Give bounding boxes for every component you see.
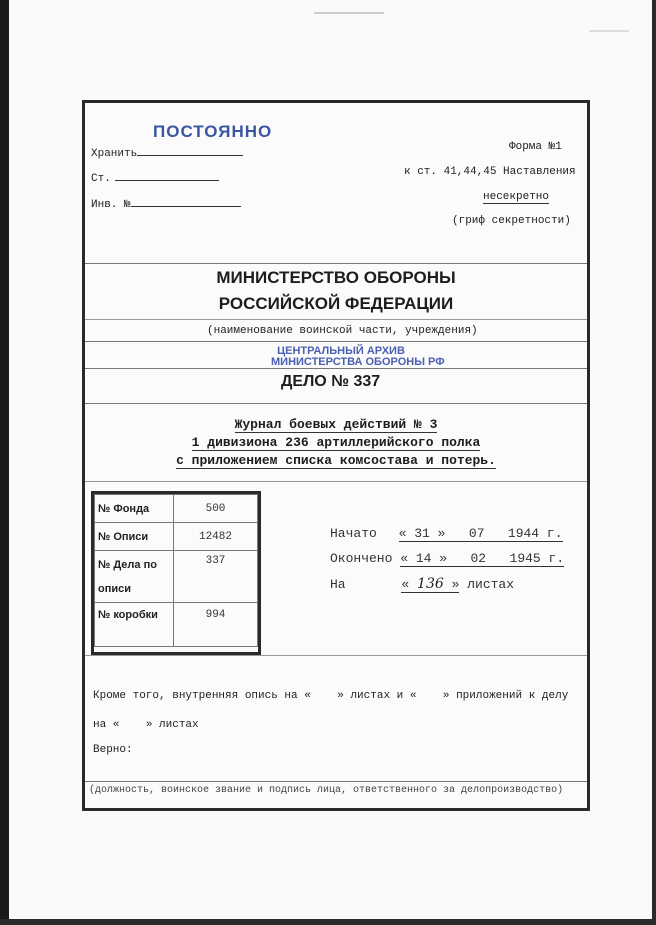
st-line bbox=[115, 170, 219, 181]
end-month: 02 bbox=[470, 551, 487, 566]
inventory-note bbox=[93, 690, 568, 702]
scan-edge-bottom bbox=[0, 919, 656, 925]
end-day: 14 bbox=[415, 551, 432, 566]
archive-info-table bbox=[91, 491, 261, 655]
case-title bbox=[85, 416, 587, 470]
case-label: ДЕЛО № bbox=[281, 373, 350, 390]
table-row bbox=[95, 495, 258, 523]
inv-field bbox=[91, 196, 241, 211]
fond-label: № Фонда bbox=[95, 495, 174, 523]
quote-open: « bbox=[400, 551, 409, 566]
inventory-sheets-b: » листах bbox=[145, 719, 199, 731]
inventory-note-a: Кроме того, внутренняя опись на « bbox=[93, 690, 311, 702]
inventory-note-c: » приложений к делу bbox=[442, 690, 569, 702]
ministry-line1: МИНИСТЕРСТВО ОБОРОНЫ bbox=[216, 268, 456, 287]
table-row bbox=[95, 603, 258, 647]
divider bbox=[85, 368, 587, 369]
archive-stamp-line1: ЦЕНТРАЛЬНЫЙ АРХИВ bbox=[277, 345, 405, 357]
khranit-field bbox=[91, 145, 243, 160]
title-line: Журнал боевых действий № 3 bbox=[234, 417, 438, 432]
scan-edge-right bbox=[652, 0, 656, 925]
quote-open: « bbox=[401, 577, 410, 592]
table-row bbox=[95, 523, 258, 551]
box-label: № коробки bbox=[95, 603, 174, 647]
quote-close: » bbox=[437, 526, 446, 541]
faint-marks-right bbox=[589, 20, 629, 32]
sheets-label: На bbox=[330, 577, 346, 592]
title-line: с приложением списка комсостава и потерь. bbox=[176, 453, 496, 468]
divider bbox=[85, 263, 587, 264]
start-date-row bbox=[330, 526, 563, 542]
quote-close: » bbox=[439, 551, 448, 566]
divider bbox=[85, 403, 587, 404]
inv-label: Инв. № bbox=[91, 199, 131, 211]
divider bbox=[85, 481, 587, 482]
inventory-sheets-note bbox=[93, 719, 199, 731]
st-label: Ст. bbox=[91, 173, 111, 185]
secrecy-label: несекретно bbox=[483, 191, 550, 203]
table-row bbox=[95, 551, 258, 603]
ministry-line2: РОССИЙСКОЙ ФЕДЕРАЦИИ bbox=[218, 294, 454, 313]
sheets-count-field bbox=[401, 576, 459, 593]
end-date-row bbox=[330, 551, 564, 567]
inventory-sheets-a: на « bbox=[93, 719, 120, 731]
articles-label: к ст. 41,44,45 Наставления bbox=[404, 166, 576, 178]
box-value: 994 bbox=[174, 603, 258, 647]
delo-label: № Дела по описи bbox=[95, 551, 174, 603]
end-year: 1945 г. bbox=[509, 551, 565, 566]
delo-value: 337 bbox=[174, 551, 258, 603]
case-number bbox=[281, 373, 380, 391]
inventory-note-b: » листах и « bbox=[337, 690, 417, 702]
secrecy-caption: (гриф секретности) bbox=[452, 215, 571, 227]
verno-label: Верно: bbox=[93, 744, 133, 756]
sheets-row bbox=[330, 576, 514, 593]
start-year: 1944 г. bbox=[507, 526, 563, 541]
start-label: Начато bbox=[330, 526, 377, 541]
divider bbox=[85, 341, 587, 342]
faint-marks bbox=[314, 2, 384, 14]
archive-cover-form bbox=[82, 100, 590, 811]
sheets-count: 136 bbox=[417, 576, 444, 592]
st-field bbox=[91, 170, 219, 185]
divider bbox=[85, 319, 587, 320]
unit-caption: (наименование воинской части, учреждения) bbox=[207, 325, 478, 337]
case-number-value: 337 bbox=[353, 373, 381, 390]
end-date bbox=[400, 551, 564, 567]
inv-line bbox=[131, 196, 241, 207]
quote-close: » bbox=[451, 577, 460, 592]
divider bbox=[85, 781, 587, 782]
ministry-block bbox=[85, 268, 587, 314]
start-month: 07 bbox=[468, 526, 485, 541]
scan-edge-left bbox=[0, 0, 9, 925]
opis-label: № Описи bbox=[95, 523, 174, 551]
permanent-stamp: ПОСТОЯННО bbox=[153, 122, 273, 141]
khranit-line bbox=[137, 145, 243, 156]
archive-stamp bbox=[271, 345, 445, 368]
start-day: 31 bbox=[414, 526, 430, 541]
divider bbox=[85, 655, 587, 656]
end-label: Окончено bbox=[330, 551, 393, 566]
archive-stamp-line2: МИНИСТЕРСТВА ОБОРОНЫ РФ bbox=[271, 356, 445, 368]
responsible-caption: (должность, воинское звание и подпись лица, ответственного за делопроизводство) bbox=[89, 785, 564, 796]
khranit-label: Хранить bbox=[91, 148, 138, 160]
title-line: 1 дивизиона 236 артиллерийского полка bbox=[191, 435, 481, 450]
opis-value: 12482 bbox=[174, 523, 258, 551]
start-date bbox=[399, 526, 563, 542]
sheets-word: листах bbox=[467, 577, 515, 592]
fond-value: 500 bbox=[174, 495, 258, 523]
quote-open: « bbox=[398, 526, 407, 541]
forma-label: Форма №1 bbox=[509, 141, 562, 153]
